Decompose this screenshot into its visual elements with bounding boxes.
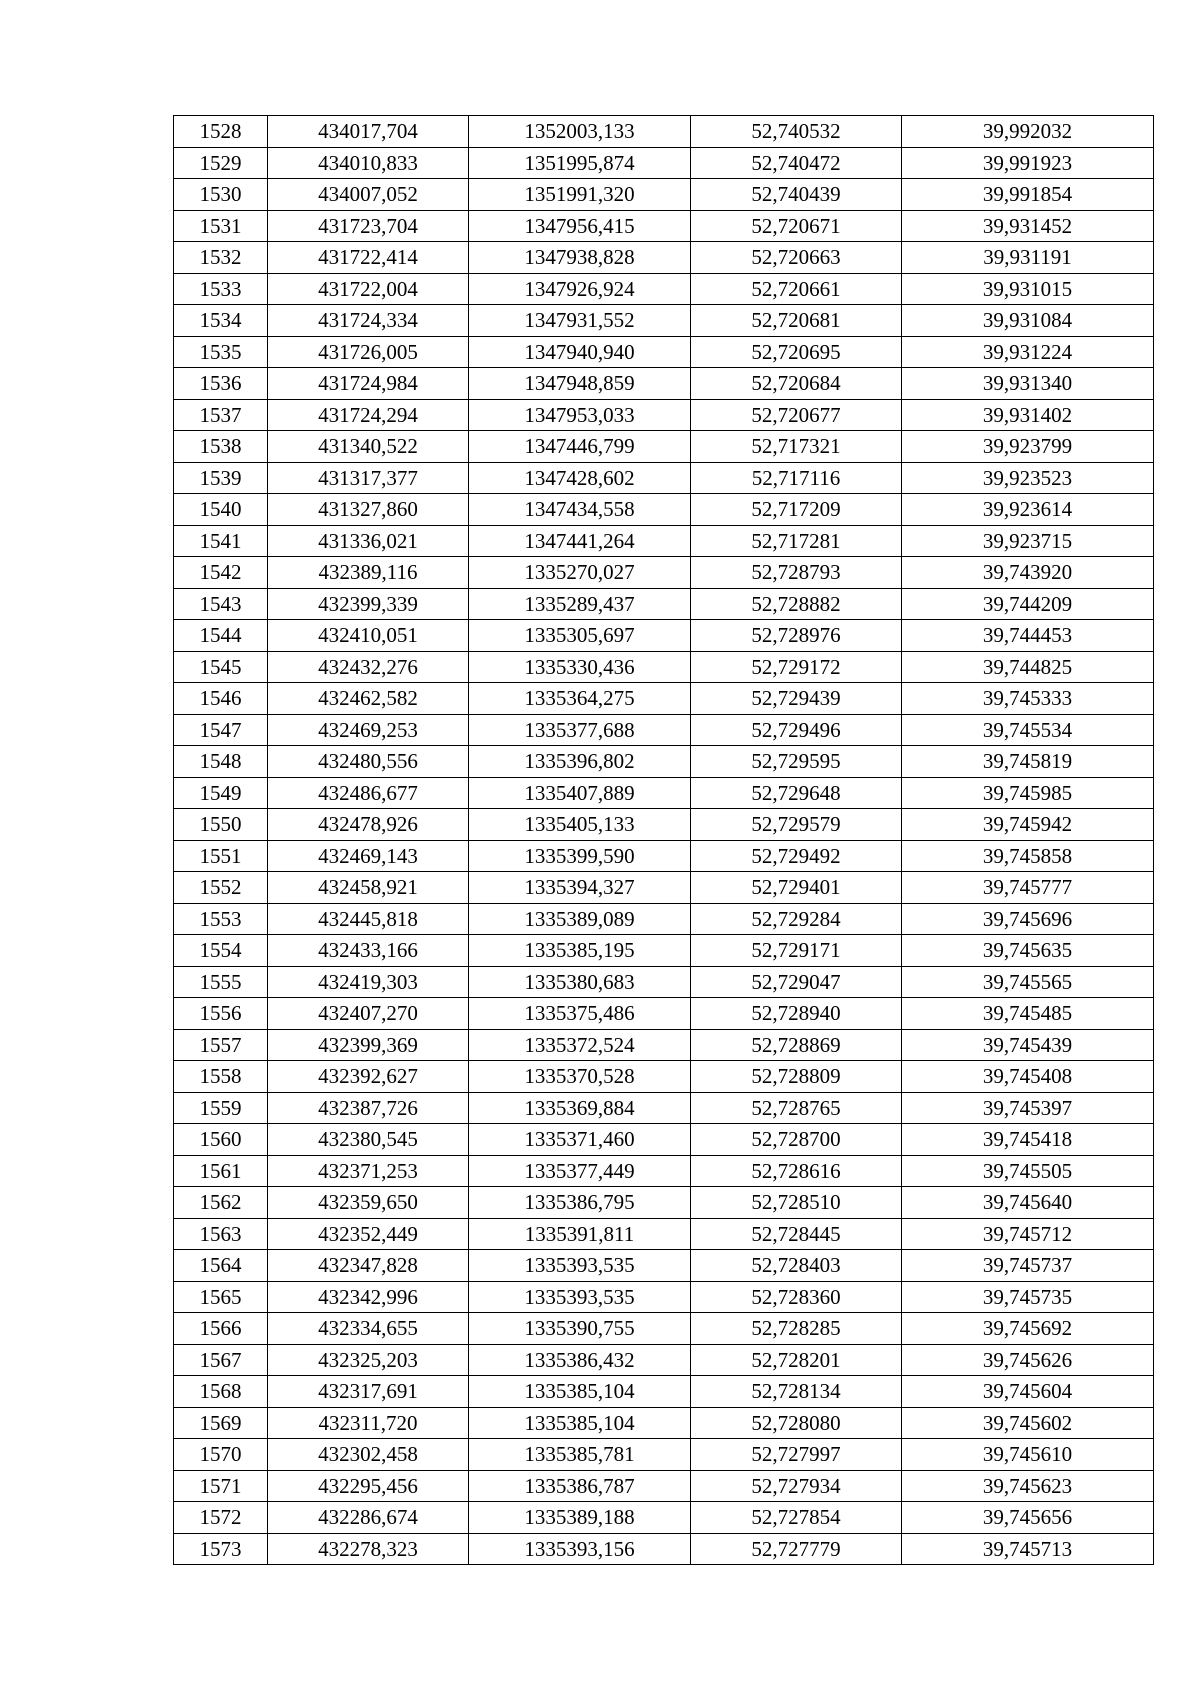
point-number-cell: 1545: [174, 651, 268, 683]
y-coordinate-cell: 1335405,133: [469, 809, 691, 841]
latitude-cell: 52,728809: [691, 1061, 902, 1093]
table-row: [174, 683, 1154, 715]
latitude-cell: 52,728403: [691, 1250, 902, 1282]
x-coordinate-cell: 432311,720: [268, 1407, 469, 1439]
longitude-cell: 39,745712: [902, 1218, 1154, 1250]
table-row: [174, 840, 1154, 872]
point-number-cell: 1570: [174, 1439, 268, 1471]
x-coordinate-cell: 432389,116: [268, 557, 469, 589]
longitude-cell: 39,745604: [902, 1376, 1154, 1408]
y-coordinate-cell: 1335389,188: [469, 1502, 691, 1534]
longitude-cell: 39,745777: [902, 872, 1154, 904]
table-row: [174, 273, 1154, 305]
latitude-cell: 52,720661: [691, 273, 902, 305]
table-row: [174, 1281, 1154, 1313]
table-row: [174, 1250, 1154, 1282]
table-row: [174, 1092, 1154, 1124]
x-coordinate-cell: 432334,655: [268, 1313, 469, 1345]
point-number-cell: 1546: [174, 683, 268, 715]
y-coordinate-cell: 1347948,859: [469, 368, 691, 400]
latitude-cell: 52,729171: [691, 935, 902, 967]
x-coordinate-cell: 431724,294: [268, 399, 469, 431]
longitude-cell: 39,931402: [902, 399, 1154, 431]
y-coordinate-cell: 1351991,320: [469, 179, 691, 211]
longitude-cell: 39,991854: [902, 179, 1154, 211]
y-coordinate-cell: 1347926,924: [469, 273, 691, 305]
x-coordinate-cell: 432458,921: [268, 872, 469, 904]
latitude-cell: 52,728765: [691, 1092, 902, 1124]
x-coordinate-cell: 432469,143: [268, 840, 469, 872]
x-coordinate-cell: 432462,582: [268, 683, 469, 715]
latitude-cell: 52,720695: [691, 336, 902, 368]
longitude-cell: 39,931452: [902, 210, 1154, 242]
point-number-cell: 1555: [174, 966, 268, 998]
point-number-cell: 1573: [174, 1533, 268, 1565]
x-coordinate-cell: 431340,522: [268, 431, 469, 463]
x-coordinate-cell: 432410,051: [268, 620, 469, 652]
longitude-cell: 39,745640: [902, 1187, 1154, 1219]
y-coordinate-cell: 1352003,133: [469, 116, 691, 148]
y-coordinate-cell: 1347441,264: [469, 525, 691, 557]
latitude-cell: 52,728616: [691, 1155, 902, 1187]
latitude-cell: 52,727854: [691, 1502, 902, 1534]
table-row: [174, 935, 1154, 967]
latitude-cell: 52,729579: [691, 809, 902, 841]
latitude-cell: 52,728882: [691, 588, 902, 620]
point-number-cell: 1556: [174, 998, 268, 1030]
table-row: [174, 1155, 1154, 1187]
latitude-cell: 52,728700: [691, 1124, 902, 1156]
point-number-cell: 1563: [174, 1218, 268, 1250]
y-coordinate-cell: 1335390,755: [469, 1313, 691, 1345]
y-coordinate-cell: 1335393,535: [469, 1250, 691, 1282]
table-row: [174, 305, 1154, 337]
point-number-cell: 1568: [174, 1376, 268, 1408]
table-row: [174, 872, 1154, 904]
latitude-cell: 52,729492: [691, 840, 902, 872]
y-coordinate-cell: 1335386,795: [469, 1187, 691, 1219]
table-row: [174, 210, 1154, 242]
point-number-cell: 1538: [174, 431, 268, 463]
y-coordinate-cell: 1335364,275: [469, 683, 691, 715]
latitude-cell: 52,717321: [691, 431, 902, 463]
point-number-cell: 1565: [174, 1281, 268, 1313]
table-row: [174, 179, 1154, 211]
point-number-cell: 1560: [174, 1124, 268, 1156]
y-coordinate-cell: 1335270,027: [469, 557, 691, 589]
latitude-cell: 52,729496: [691, 714, 902, 746]
table-row: [174, 1344, 1154, 1376]
longitude-cell: 39,923715: [902, 525, 1154, 557]
longitude-cell: 39,745737: [902, 1250, 1154, 1282]
latitude-cell: 52,717209: [691, 494, 902, 526]
y-coordinate-cell: 1335394,327: [469, 872, 691, 904]
y-coordinate-cell: 1335407,889: [469, 777, 691, 809]
x-coordinate-cell: 431722,004: [268, 273, 469, 305]
y-coordinate-cell: 1335330,436: [469, 651, 691, 683]
point-number-cell: 1557: [174, 1029, 268, 1061]
point-number-cell: 1543: [174, 588, 268, 620]
y-coordinate-cell: 1347434,558: [469, 494, 691, 526]
table-row: [174, 1029, 1154, 1061]
table-row: [174, 1376, 1154, 1408]
table-row: [174, 714, 1154, 746]
point-number-cell: 1537: [174, 399, 268, 431]
table-row: [174, 651, 1154, 683]
longitude-cell: 39,743920: [902, 557, 1154, 589]
longitude-cell: 39,745565: [902, 966, 1154, 998]
point-number-cell: 1530: [174, 179, 268, 211]
table-row: [174, 588, 1154, 620]
x-coordinate-cell: 431722,414: [268, 242, 469, 274]
table-row: [174, 966, 1154, 998]
longitude-cell: 39,745735: [902, 1281, 1154, 1313]
longitude-cell: 39,923614: [902, 494, 1154, 526]
longitude-cell: 39,745408: [902, 1061, 1154, 1093]
y-coordinate-cell: 1335385,195: [469, 935, 691, 967]
latitude-cell: 52,728285: [691, 1313, 902, 1345]
x-coordinate-cell: 432399,339: [268, 588, 469, 620]
longitude-cell: 39,923523: [902, 462, 1154, 494]
table-row: [174, 1502, 1154, 1534]
y-coordinate-cell: 1335393,156: [469, 1533, 691, 1565]
longitude-cell: 39,931191: [902, 242, 1154, 274]
point-number-cell: 1539: [174, 462, 268, 494]
x-coordinate-cell: 432342,996: [268, 1281, 469, 1313]
point-number-cell: 1571: [174, 1470, 268, 1502]
longitude-cell: 39,931015: [902, 273, 1154, 305]
point-number-cell: 1567: [174, 1344, 268, 1376]
point-number-cell: 1535: [174, 336, 268, 368]
y-coordinate-cell: 1335396,802: [469, 746, 691, 778]
longitude-cell: 39,992032: [902, 116, 1154, 148]
longitude-cell: 39,745418: [902, 1124, 1154, 1156]
y-coordinate-cell: 1335305,697: [469, 620, 691, 652]
point-number-cell: 1549: [174, 777, 268, 809]
point-number-cell: 1532: [174, 242, 268, 274]
point-number-cell: 1569: [174, 1407, 268, 1439]
x-coordinate-cell: 432392,627: [268, 1061, 469, 1093]
x-coordinate-cell: 432286,674: [268, 1502, 469, 1534]
point-number-cell: 1559: [174, 1092, 268, 1124]
latitude-cell: 52,729439: [691, 683, 902, 715]
longitude-cell: 39,745439: [902, 1029, 1154, 1061]
latitude-cell: 52,728445: [691, 1218, 902, 1250]
y-coordinate-cell: 1335377,688: [469, 714, 691, 746]
point-number-cell: 1551: [174, 840, 268, 872]
latitude-cell: 52,727997: [691, 1439, 902, 1471]
point-number-cell: 1558: [174, 1061, 268, 1093]
longitude-cell: 39,745485: [902, 998, 1154, 1030]
table-row: [174, 777, 1154, 809]
y-coordinate-cell: 1347938,828: [469, 242, 691, 274]
longitude-cell: 39,931224: [902, 336, 1154, 368]
longitude-cell: 39,745623: [902, 1470, 1154, 1502]
x-coordinate-cell: 434007,052: [268, 179, 469, 211]
longitude-cell: 39,745610: [902, 1439, 1154, 1471]
coordinates-table-body: [174, 116, 1154, 1565]
y-coordinate-cell: 1347953,033: [469, 399, 691, 431]
longitude-cell: 39,745858: [902, 840, 1154, 872]
table-row: [174, 525, 1154, 557]
table-row: [174, 494, 1154, 526]
latitude-cell: 52,729401: [691, 872, 902, 904]
longitude-cell: 39,991923: [902, 147, 1154, 179]
x-coordinate-cell: 431724,984: [268, 368, 469, 400]
y-coordinate-cell: 1335370,528: [469, 1061, 691, 1093]
longitude-cell: 39,745656: [902, 1502, 1154, 1534]
x-coordinate-cell: 432325,203: [268, 1344, 469, 1376]
latitude-cell: 52,728793: [691, 557, 902, 589]
latitude-cell: 52,728510: [691, 1187, 902, 1219]
table-row: [174, 557, 1154, 589]
latitude-cell: 52,728976: [691, 620, 902, 652]
y-coordinate-cell: 1335385,781: [469, 1439, 691, 1471]
table-row: [174, 431, 1154, 463]
x-coordinate-cell: 431724,334: [268, 305, 469, 337]
x-coordinate-cell: 431723,704: [268, 210, 469, 242]
longitude-cell: 39,745942: [902, 809, 1154, 841]
longitude-cell: 39,745397: [902, 1092, 1154, 1124]
point-number-cell: 1536: [174, 368, 268, 400]
y-coordinate-cell: 1335386,787: [469, 1470, 691, 1502]
point-number-cell: 1550: [174, 809, 268, 841]
point-number-cell: 1529: [174, 147, 268, 179]
latitude-cell: 52,729284: [691, 903, 902, 935]
latitude-cell: 52,729595: [691, 746, 902, 778]
table-row: [174, 1407, 1154, 1439]
latitude-cell: 52,720663: [691, 242, 902, 274]
table-row: [174, 1218, 1154, 1250]
longitude-cell: 39,745626: [902, 1344, 1154, 1376]
latitude-cell: 52,717281: [691, 525, 902, 557]
point-number-cell: 1548: [174, 746, 268, 778]
x-coordinate-cell: 432480,556: [268, 746, 469, 778]
latitude-cell: 52,720684: [691, 368, 902, 400]
table-row: [174, 998, 1154, 1030]
point-number-cell: 1561: [174, 1155, 268, 1187]
table-row: [174, 1061, 1154, 1093]
point-number-cell: 1553: [174, 903, 268, 935]
y-coordinate-cell: 1335389,089: [469, 903, 691, 935]
point-number-cell: 1562: [174, 1187, 268, 1219]
table-row: [174, 1439, 1154, 1471]
latitude-cell: 52,729047: [691, 966, 902, 998]
x-coordinate-cell: 432371,253: [268, 1155, 469, 1187]
y-coordinate-cell: 1335369,884: [469, 1092, 691, 1124]
latitude-cell: 52,728360: [691, 1281, 902, 1313]
table-row: [174, 1470, 1154, 1502]
x-coordinate-cell: 432486,677: [268, 777, 469, 809]
latitude-cell: 52,727934: [691, 1470, 902, 1502]
latitude-cell: 52,720671: [691, 210, 902, 242]
point-number-cell: 1554: [174, 935, 268, 967]
longitude-cell: 39,931340: [902, 368, 1154, 400]
latitude-cell: 52,728940: [691, 998, 902, 1030]
x-coordinate-cell: 432359,650: [268, 1187, 469, 1219]
point-number-cell: 1540: [174, 494, 268, 526]
table-row: [174, 1313, 1154, 1345]
longitude-cell: 39,745534: [902, 714, 1154, 746]
x-coordinate-cell: 432302,458: [268, 1439, 469, 1471]
point-number-cell: 1564: [174, 1250, 268, 1282]
y-coordinate-cell: 1335377,449: [469, 1155, 691, 1187]
longitude-cell: 39,745696: [902, 903, 1154, 935]
y-coordinate-cell: 1335372,524: [469, 1029, 691, 1061]
y-coordinate-cell: 1347956,415: [469, 210, 691, 242]
x-coordinate-cell: 432433,166: [268, 935, 469, 967]
table-row: [174, 242, 1154, 274]
x-coordinate-cell: 432469,253: [268, 714, 469, 746]
x-coordinate-cell: 434017,704: [268, 116, 469, 148]
x-coordinate-cell: 432432,276: [268, 651, 469, 683]
x-coordinate-cell: 432407,270: [268, 998, 469, 1030]
y-coordinate-cell: 1351995,874: [469, 147, 691, 179]
table-row: [174, 1124, 1154, 1156]
y-coordinate-cell: 1347931,552: [469, 305, 691, 337]
x-coordinate-cell: 432352,449: [268, 1218, 469, 1250]
longitude-cell: 39,745505: [902, 1155, 1154, 1187]
latitude-cell: 52,729172: [691, 651, 902, 683]
x-coordinate-cell: 432387,726: [268, 1092, 469, 1124]
longitude-cell: 39,745692: [902, 1313, 1154, 1345]
y-coordinate-cell: 1335375,486: [469, 998, 691, 1030]
x-coordinate-cell: 432380,545: [268, 1124, 469, 1156]
table-row: [174, 368, 1154, 400]
longitude-cell: 39,923799: [902, 431, 1154, 463]
latitude-cell: 52,740532: [691, 116, 902, 148]
point-number-cell: 1566: [174, 1313, 268, 1345]
longitude-cell: 39,745635: [902, 935, 1154, 967]
x-coordinate-cell: 431726,005: [268, 336, 469, 368]
x-coordinate-cell: 432278,323: [268, 1533, 469, 1565]
latitude-cell: 52,720681: [691, 305, 902, 337]
table-row: [174, 746, 1154, 778]
latitude-cell: 52,717116: [691, 462, 902, 494]
point-number-cell: 1542: [174, 557, 268, 589]
x-coordinate-cell: 432399,369: [268, 1029, 469, 1061]
table-row: [174, 147, 1154, 179]
x-coordinate-cell: 432445,818: [268, 903, 469, 935]
longitude-cell: 39,745819: [902, 746, 1154, 778]
y-coordinate-cell: 1347940,940: [469, 336, 691, 368]
y-coordinate-cell: 1335391,811: [469, 1218, 691, 1250]
point-number-cell: 1531: [174, 210, 268, 242]
table-row: [174, 462, 1154, 494]
table-row: [174, 903, 1154, 935]
latitude-cell: 52,728869: [691, 1029, 902, 1061]
table-row: [174, 809, 1154, 841]
y-coordinate-cell: 1335385,104: [469, 1376, 691, 1408]
table-row: [174, 620, 1154, 652]
x-coordinate-cell: 432347,828: [268, 1250, 469, 1282]
x-coordinate-cell: 432419,303: [268, 966, 469, 998]
y-coordinate-cell: 1335289,437: [469, 588, 691, 620]
latitude-cell: 52,729648: [691, 777, 902, 809]
x-coordinate-cell: 434010,833: [268, 147, 469, 179]
longitude-cell: 39,744209: [902, 588, 1154, 620]
x-coordinate-cell: 432317,691: [268, 1376, 469, 1408]
table-row: [174, 116, 1154, 148]
longitude-cell: 39,744453: [902, 620, 1154, 652]
x-coordinate-cell: 431317,377: [268, 462, 469, 494]
y-coordinate-cell: 1335371,460: [469, 1124, 691, 1156]
point-number-cell: 1544: [174, 620, 268, 652]
point-number-cell: 1572: [174, 1502, 268, 1534]
point-number-cell: 1547: [174, 714, 268, 746]
longitude-cell: 39,745985: [902, 777, 1154, 809]
point-number-cell: 1534: [174, 305, 268, 337]
longitude-cell: 39,744825: [902, 651, 1154, 683]
x-coordinate-cell: 432478,926: [268, 809, 469, 841]
y-coordinate-cell: 1335393,535: [469, 1281, 691, 1313]
table-row: [174, 1533, 1154, 1565]
x-coordinate-cell: 432295,456: [268, 1470, 469, 1502]
x-coordinate-cell: 431327,860: [268, 494, 469, 526]
longitude-cell: 39,745713: [902, 1533, 1154, 1565]
latitude-cell: 52,728080: [691, 1407, 902, 1439]
latitude-cell: 52,740472: [691, 147, 902, 179]
y-coordinate-cell: 1335380,683: [469, 966, 691, 998]
latitude-cell: 52,740439: [691, 179, 902, 211]
y-coordinate-cell: 1347428,602: [469, 462, 691, 494]
y-coordinate-cell: 1347446,799: [469, 431, 691, 463]
latitude-cell: 52,728134: [691, 1376, 902, 1408]
latitude-cell: 52,728201: [691, 1344, 902, 1376]
latitude-cell: 52,727779: [691, 1533, 902, 1565]
x-coordinate-cell: 431336,021: [268, 525, 469, 557]
latitude-cell: 52,720677: [691, 399, 902, 431]
y-coordinate-cell: 1335399,590: [469, 840, 691, 872]
longitude-cell: 39,745602: [902, 1407, 1154, 1439]
longitude-cell: 39,931084: [902, 305, 1154, 337]
point-number-cell: 1541: [174, 525, 268, 557]
longitude-cell: 39,745333: [902, 683, 1154, 715]
point-number-cell: 1528: [174, 116, 268, 148]
point-number-cell: 1552: [174, 872, 268, 904]
point-number-cell: 1533: [174, 273, 268, 305]
y-coordinate-cell: 1335386,432: [469, 1344, 691, 1376]
y-coordinate-cell: 1335385,104: [469, 1407, 691, 1439]
coordinates-table: [173, 115, 1154, 1565]
table-row: [174, 336, 1154, 368]
table-row: [174, 1187, 1154, 1219]
table-row: [174, 399, 1154, 431]
